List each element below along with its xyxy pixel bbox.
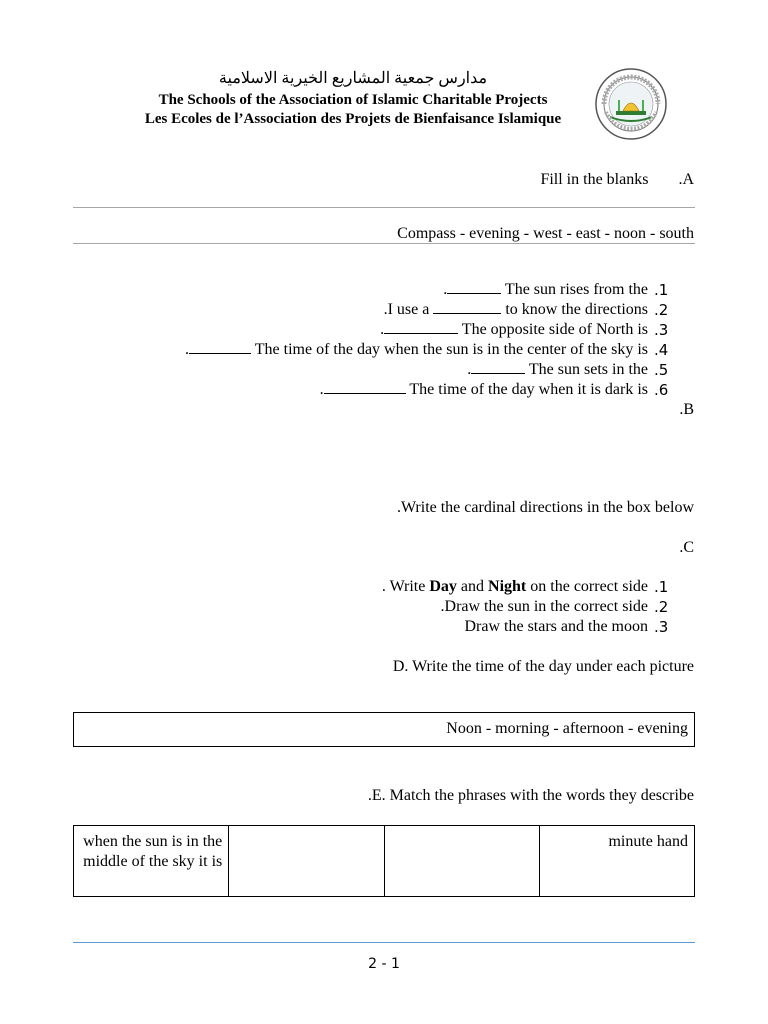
school-name-french: Les Ecoles de l’Association des Projets de Bienfaisance Islamique xyxy=(144,111,562,127)
school-name-arabic: مدارس جمعية المشاريع الخيرية الاسلامية xyxy=(218,70,488,87)
table-cell-empty-1[interactable] xyxy=(229,826,384,897)
answer-blank-3[interactable] xyxy=(384,321,458,334)
school-name-english: The Schools of the Association of Islamic Charitable Projects xyxy=(158,92,548,108)
section-a-title: Fill in the blanks xyxy=(540,171,649,188)
page-number: 2 - 1 xyxy=(368,956,400,972)
table-cell-word[interactable]: minute hand xyxy=(539,826,694,897)
fill-blank-item-5: . The sun sets in the xyxy=(467,361,648,378)
divider-bottom xyxy=(73,243,695,244)
section-a-heading xyxy=(540,171,694,189)
footer-divider xyxy=(73,942,695,943)
word-bank-a: Compass - evening - west - east - noon - south xyxy=(397,225,694,242)
section-b-instruction: .Write the cardinal directions in the box below xyxy=(396,499,694,516)
matching-table xyxy=(73,825,695,897)
task-number-c1: .1 xyxy=(654,578,669,596)
answer-blank-4[interactable] xyxy=(189,341,251,354)
task-item-c1: . Write Day and Night on the correct side xyxy=(381,578,648,595)
answer-blank-1[interactable] xyxy=(447,281,501,294)
item-number-6: .6 xyxy=(654,381,669,399)
fill-blank-item-4: . The time of the day when the sun is in the center of the sky is xyxy=(185,341,648,358)
task-number-c3: .3 xyxy=(654,618,669,636)
word-bank-d-text: Noon - morning - afternoon - evening xyxy=(446,720,688,737)
fill-blank-item-1: . The sun rises from the xyxy=(443,281,648,298)
section-c-letter: .C xyxy=(679,539,694,556)
task-number-c2: .2 xyxy=(654,598,669,616)
fill-blank-item-3: . The opposite side of North is xyxy=(380,321,648,338)
item-number-2: .2 xyxy=(654,301,669,319)
word-bank-d xyxy=(73,712,695,747)
section-d-title: D. Write the time of the day under each picture xyxy=(392,658,694,675)
answer-blank-6[interactable] xyxy=(324,381,406,394)
table-cell-empty-2[interactable] xyxy=(384,826,539,897)
fill-blank-item-6: . The time of the day when it is dark is xyxy=(319,381,648,398)
item-number-5: .5 xyxy=(654,361,669,379)
table-cell-phrase[interactable]: when the sun is in the middle of the sky it is xyxy=(74,826,229,897)
school-emblem-icon xyxy=(594,67,668,141)
fill-blank-item-2: .I use a to know the directions xyxy=(383,301,648,318)
section-a-letter: .A xyxy=(678,171,694,188)
item-number-1: .1 xyxy=(654,281,669,299)
section-e-title: .E. Match the phrases with the words they describe xyxy=(367,787,694,804)
item-number-3: .3 xyxy=(654,321,669,339)
item-number-4: .4 xyxy=(654,341,669,359)
section-b-letter: .B xyxy=(679,401,694,418)
answer-blank-2[interactable] xyxy=(433,301,501,314)
task-item-c2: .Draw the sun in the correct side xyxy=(440,598,648,615)
table-row xyxy=(74,826,695,897)
answer-blank-5[interactable] xyxy=(471,361,525,374)
task-item-c3: Draw the stars and the moon xyxy=(464,618,648,635)
divider-top xyxy=(73,207,695,208)
